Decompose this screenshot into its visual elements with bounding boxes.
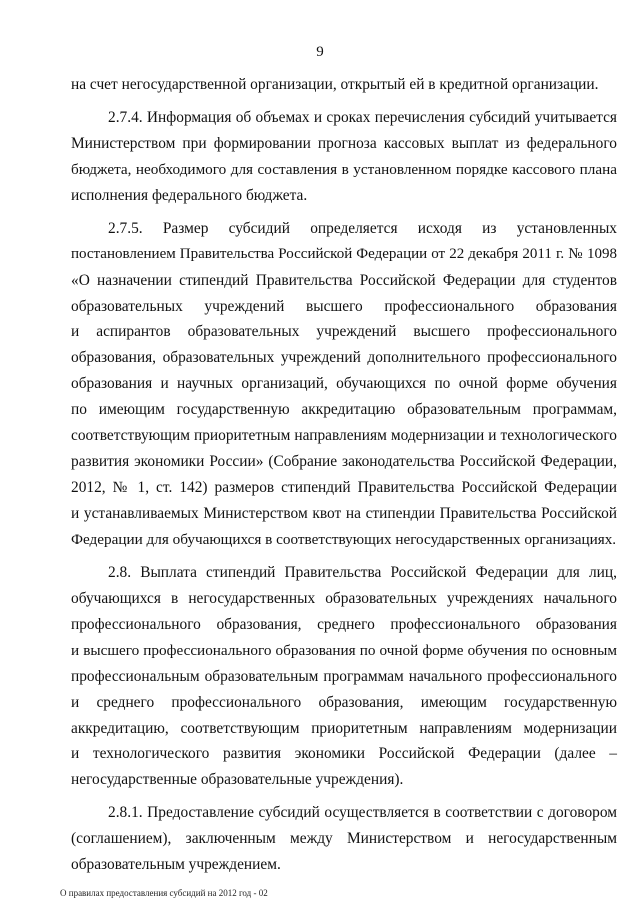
text-line: профессиональным образовательным программам начального профессионального [71,667,617,685]
text-line: развития экономики России» (Собрание законодательства Российской Федерации, [71,453,617,471]
paragraph-2-7-5 [71,216,617,553]
text-line: и устанавливаемых Министерством квот на стипендии Правительства Российской [71,505,617,522]
text-line: на счет негосударственной организации, открытый ей в кредитной организации. [71,76,599,93]
text-line: соответствующим приоритетным направлениям модернизации и технологического [71,427,617,445]
text-line: (соглашением), заключенным между Министерством и негосударственным [71,830,617,848]
text-line: и аспирантов образовательных учреждений высшего профессионального [71,323,617,341]
text-line: и среднего профессионального образования, имеющим государственную [71,693,617,711]
text-line: «О назначении стипендий Правительства Российской Федерации для студентов [71,271,617,289]
paragraph-continuation [71,72,617,98]
text-line: и высшего профессионального образования по очной форме обучения по основным [71,641,617,659]
text-line: 2.8.1. Предоставление субсидий осуществляется в соответствии с договором [108,804,617,822]
paragraph-2-7-4 [71,105,617,209]
text-line: образовательных учреждений высшего профессионального образования [71,297,617,315]
text-line: бюджета, необходимого для составления в установленном порядке кассового плана [71,160,617,178]
text-line: профессионального образования, среднего профессионального образования [71,615,617,633]
text-line: аккредитацию, соответствующим приоритетным направлениям модернизации [71,719,617,737]
footer-note: О правилах предоставления субсидий на 2012 год - 02 [60,888,268,898]
text-line: 2.7.5. Размер субсидий определяется исходя из установленных [108,219,617,237]
paragraph-2-8-1 [71,800,617,878]
text-line: 2.7.4. Информация об объемах и сроках перечисления субсидий учитывается [108,108,617,126]
text-line: Федерации для обучающихся в соответствующих негосударственных организациях. [71,530,617,548]
text-line: 2012, № 1, ст. 142) размеров стипендий Правительства Российской Федерации [71,479,617,497]
text-line: Министерством при формировании прогноза кассовых выплат из федерального [71,134,617,152]
paragraph-2-8 [71,560,617,793]
text-line: по имеющим государственную аккредитацию образовательным программам, [71,401,617,419]
text-line: обучающихся в негосударственных образовательных учреждениях начального [71,589,617,607]
text-line: образовательным учреждением. [71,856,281,874]
text-line: образования, образовательных учреждений дополнительного профессионального [71,349,617,367]
text-line: 2.8. Выплата стипендий Правительства Российской Федерации для лиц, [108,563,617,581]
text-line: постановлением Правительства Российской Федерации от 22 декабря 2011 г. № 1098 [71,245,617,262]
page-number: 9 [316,44,324,60]
text-line: и технологического развития экономики Российской Федерации (далее – [71,745,617,763]
text-line: негосударственные образовательные учреждения). [71,771,404,789]
text-line: исполнения федерального бюджета. [71,186,308,204]
document-body [71,72,617,878]
text-line: образования и научных организаций, обучающихся по очной форме обучения [71,375,617,393]
